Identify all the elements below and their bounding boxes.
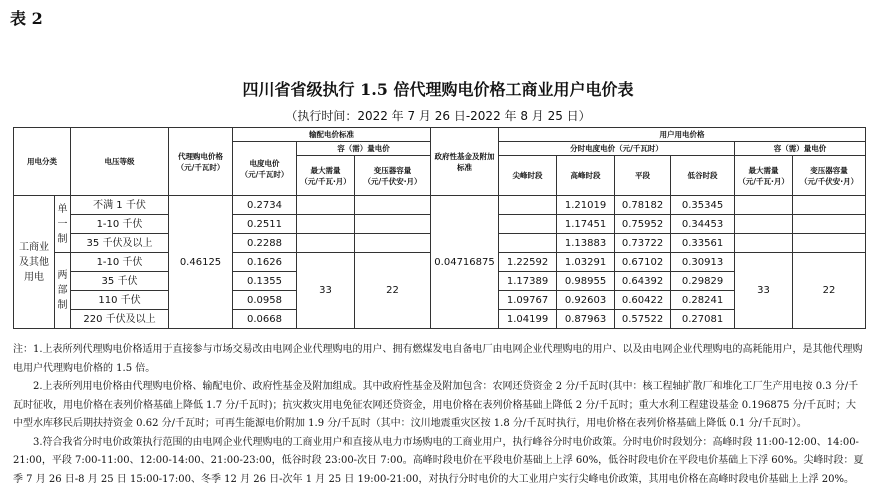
empty-cell	[793, 215, 866, 234]
header-proxy-price-label: 代理购电价格	[178, 151, 223, 161]
sharp-cell: 1.17389	[499, 272, 557, 291]
sharp-cell: 1.22592	[499, 253, 557, 272]
header-proxy-price-unit: （元/千瓦时）	[176, 162, 225, 172]
header-transformer-user-unit: （元/千伏安·月）	[800, 176, 859, 186]
valley-cell: 0.34453	[671, 215, 735, 234]
energy-price-cell: 0.2288	[233, 234, 297, 253]
header-max-demand-unit: （元/千瓦·月）	[300, 176, 351, 186]
peak-cell: 1.17451	[557, 215, 615, 234]
empty-cell	[297, 196, 355, 215]
max-demand-cell: 33	[297, 253, 355, 329]
empty-cell	[355, 196, 431, 215]
energy-price-cell: 0.2511	[233, 215, 297, 234]
energy-price-cell: 0.0668	[233, 310, 297, 329]
empty-cell	[355, 215, 431, 234]
valley-cell: 0.29829	[671, 272, 735, 291]
transformer-cell: 22	[355, 253, 431, 329]
header-transformer-user-label: 变压器容量	[810, 165, 848, 175]
price-table	[13, 127, 866, 329]
transformer-user-cell: 22	[793, 253, 866, 329]
voltage-cell: 不满 1 千伏	[71, 196, 169, 215]
header-peak: 高峰时段	[557, 156, 615, 196]
header-valley: 低谷时段	[671, 156, 735, 196]
peak-cell: 0.98955	[557, 272, 615, 291]
sharp-cell: 1.04199	[499, 310, 557, 329]
empty-cell	[297, 215, 355, 234]
valley-cell: 0.35345	[671, 196, 735, 215]
empty-cell	[735, 196, 793, 215]
voltage-cell: 110 千伏	[71, 291, 169, 310]
voltage-cell: 35 千伏	[71, 272, 169, 291]
empty-cell	[735, 215, 793, 234]
sharp-cell: 1.09767	[499, 291, 557, 310]
header-max-demand-user	[735, 156, 793, 196]
header-category: 用电分类	[14, 128, 71, 196]
header-max-demand-user-unit: （元/千瓦·月）	[738, 176, 789, 186]
proxy-price-cell: 0.46125	[169, 196, 233, 329]
empty-cell	[297, 234, 355, 253]
header-energy-price	[233, 142, 297, 196]
voltage-cell: 220 千伏及以上	[71, 310, 169, 329]
header-capacity: 容（需）量电价	[297, 142, 431, 156]
peak-cell: 0.92603	[557, 291, 615, 310]
execution-period: （执行时间：2022 年 7 月 26 日-2022 年 8 月 25 日）	[285, 109, 591, 123]
voltage-cell: 35 千伏及以上	[71, 234, 169, 253]
category-cell: 工商业及其他用电	[14, 196, 55, 329]
header-gov-fund	[431, 128, 499, 196]
voltage-cell: 1-10 千伏	[71, 215, 169, 234]
header-voltage: 电压等级	[71, 128, 169, 196]
header-tou: 分时电度电价（元/千瓦时）	[499, 142, 735, 156]
empty-cell	[793, 234, 866, 253]
flat-cell: 0.64392	[615, 272, 671, 291]
peak-cell: 0.87963	[557, 310, 615, 329]
flat-cell: 0.73722	[615, 234, 671, 253]
header-energy-price-label: 电度电价	[249, 158, 280, 168]
max-demand-user-cell: 33	[735, 253, 793, 329]
header-transformer-user	[793, 156, 866, 196]
voltage-cell: 1-10 千伏	[71, 253, 169, 272]
header-flat: 平段	[615, 156, 671, 196]
header-transformer-unit: （元/千伏安·月）	[363, 176, 422, 186]
gov-fund-cell: 0.04716875	[431, 196, 499, 329]
two-part-system-cell: 两部制	[55, 253, 71, 329]
energy-price-cell: 0.2734	[233, 196, 297, 215]
valley-cell: 0.33561	[671, 234, 735, 253]
header-transmission: 输配电价标准	[233, 128, 431, 142]
header-gov-fund-label: 政府性基金及附加	[434, 151, 495, 161]
flat-cell: 0.67102	[615, 253, 671, 272]
header-energy-price-unit: （元/千瓦时）	[240, 169, 289, 179]
header-user-price: 用户用电价格	[499, 128, 866, 142]
header-transformer	[355, 156, 431, 196]
note-2: 2.上表所列用电价格由代理购电价格、输配电价、政府性基金及附加组成。其中政府性基金及附加包含：农网还贷资金 2 分/千瓦时(其中：核工程轴扩散厂和堆化工厂生产用电按 0.3 分/千瓦时征收，用电价格在表列价格基础上降低 1.7 分/千瓦时)；抗灾救灾用电免征农网还贷资金，用电价格在表列价格基础上降低 2 分/千瓦时；重大水利工程建设基金 0.196875 分/千瓦时；大中型水库移民后期扶持资金 0.62 分/千瓦时；可再生能源电价附加 1.9 分/千瓦时（其中：汶川地震重灾区按 1.8 分/千瓦时执行，用电价格在表列价格基础上降低 0.1 分/千瓦时）。	[13, 381, 859, 429]
flat-cell: 0.57522	[615, 310, 671, 329]
header-max-demand-label: 最大需量	[310, 165, 341, 175]
header-gov-fund-standard: 标准	[457, 162, 473, 172]
note-1: 注：1.上表所列代理购电价格适用于直接参与市场交易改由电网企业代理购电的用户、拥有燃煤发电自备电厂由电网企业代理购电的用户、以及由电网企业代理购电的高耗能用户，是其他代理购电用户代理购电价格的 1.5 倍。	[13, 344, 863, 374]
peak-cell: 1.03291	[557, 253, 615, 272]
flat-cell: 0.75952	[615, 215, 671, 234]
note-3: 3.符合我省分时电价政策执行范围的由电网企业代理购电的工商业用户和直接从电力市场购电的工商业用户，执行峰谷分时电价政策。分时电价时段划分：高峰时段 11:00-12:00、14:00-21:00，平段 7:00-11:00、12:00-14:00、21:00-23:00，低谷时段 23:00-次日 7:00。高峰时段电价在平段电价基础上上浮 60%，低谷时段电价在平段电价基础上下浮 60%。尖峰时段：夏季 7 月 26 日-8 月 25 日 15:00-17:00、冬季 12 月 26 日-次年 1 月 25 日 19:00-21:00，对执行分时电价的大工业用户实行尖峰电价政策，其用电价格在高峰时段电价基础上上浮 20%。	[13, 436, 864, 485]
flat-cell: 0.78182	[615, 196, 671, 215]
energy-price-cell: 0.1355	[233, 272, 297, 291]
header-proxy-price	[169, 128, 233, 196]
empty-cell	[355, 234, 431, 253]
page-title: 四川省省级执行 1.5 倍代理购电价格工商业用户电价表	[242, 80, 634, 99]
table-label: 表 2	[10, 9, 43, 28]
energy-price-cell: 0.0958	[233, 291, 297, 310]
table-row	[14, 196, 866, 215]
peak-cell: 1.21019	[557, 196, 615, 215]
header-capacity-user: 容（需）量电价	[735, 142, 866, 156]
notes	[13, 341, 865, 489]
valley-cell: 0.28241	[671, 291, 735, 310]
valley-cell: 0.27081	[671, 310, 735, 329]
flat-cell: 0.60422	[615, 291, 671, 310]
energy-price-cell: 0.1626	[233, 253, 297, 272]
header-transformer-label: 变压器容量	[373, 165, 412, 175]
header-max-demand-user-label: 最大需量	[748, 165, 779, 175]
single-system-cell: 单一制	[55, 196, 71, 253]
empty-cell	[793, 196, 866, 215]
empty-cell	[735, 234, 793, 253]
sharp-cell	[499, 234, 557, 253]
header-max-demand	[297, 156, 355, 196]
sharp-cell	[499, 196, 557, 215]
header-sharp: 尖峰时段	[499, 156, 557, 196]
peak-cell: 1.13883	[557, 234, 615, 253]
sharp-cell	[499, 215, 557, 234]
valley-cell: 0.30913	[671, 253, 735, 272]
